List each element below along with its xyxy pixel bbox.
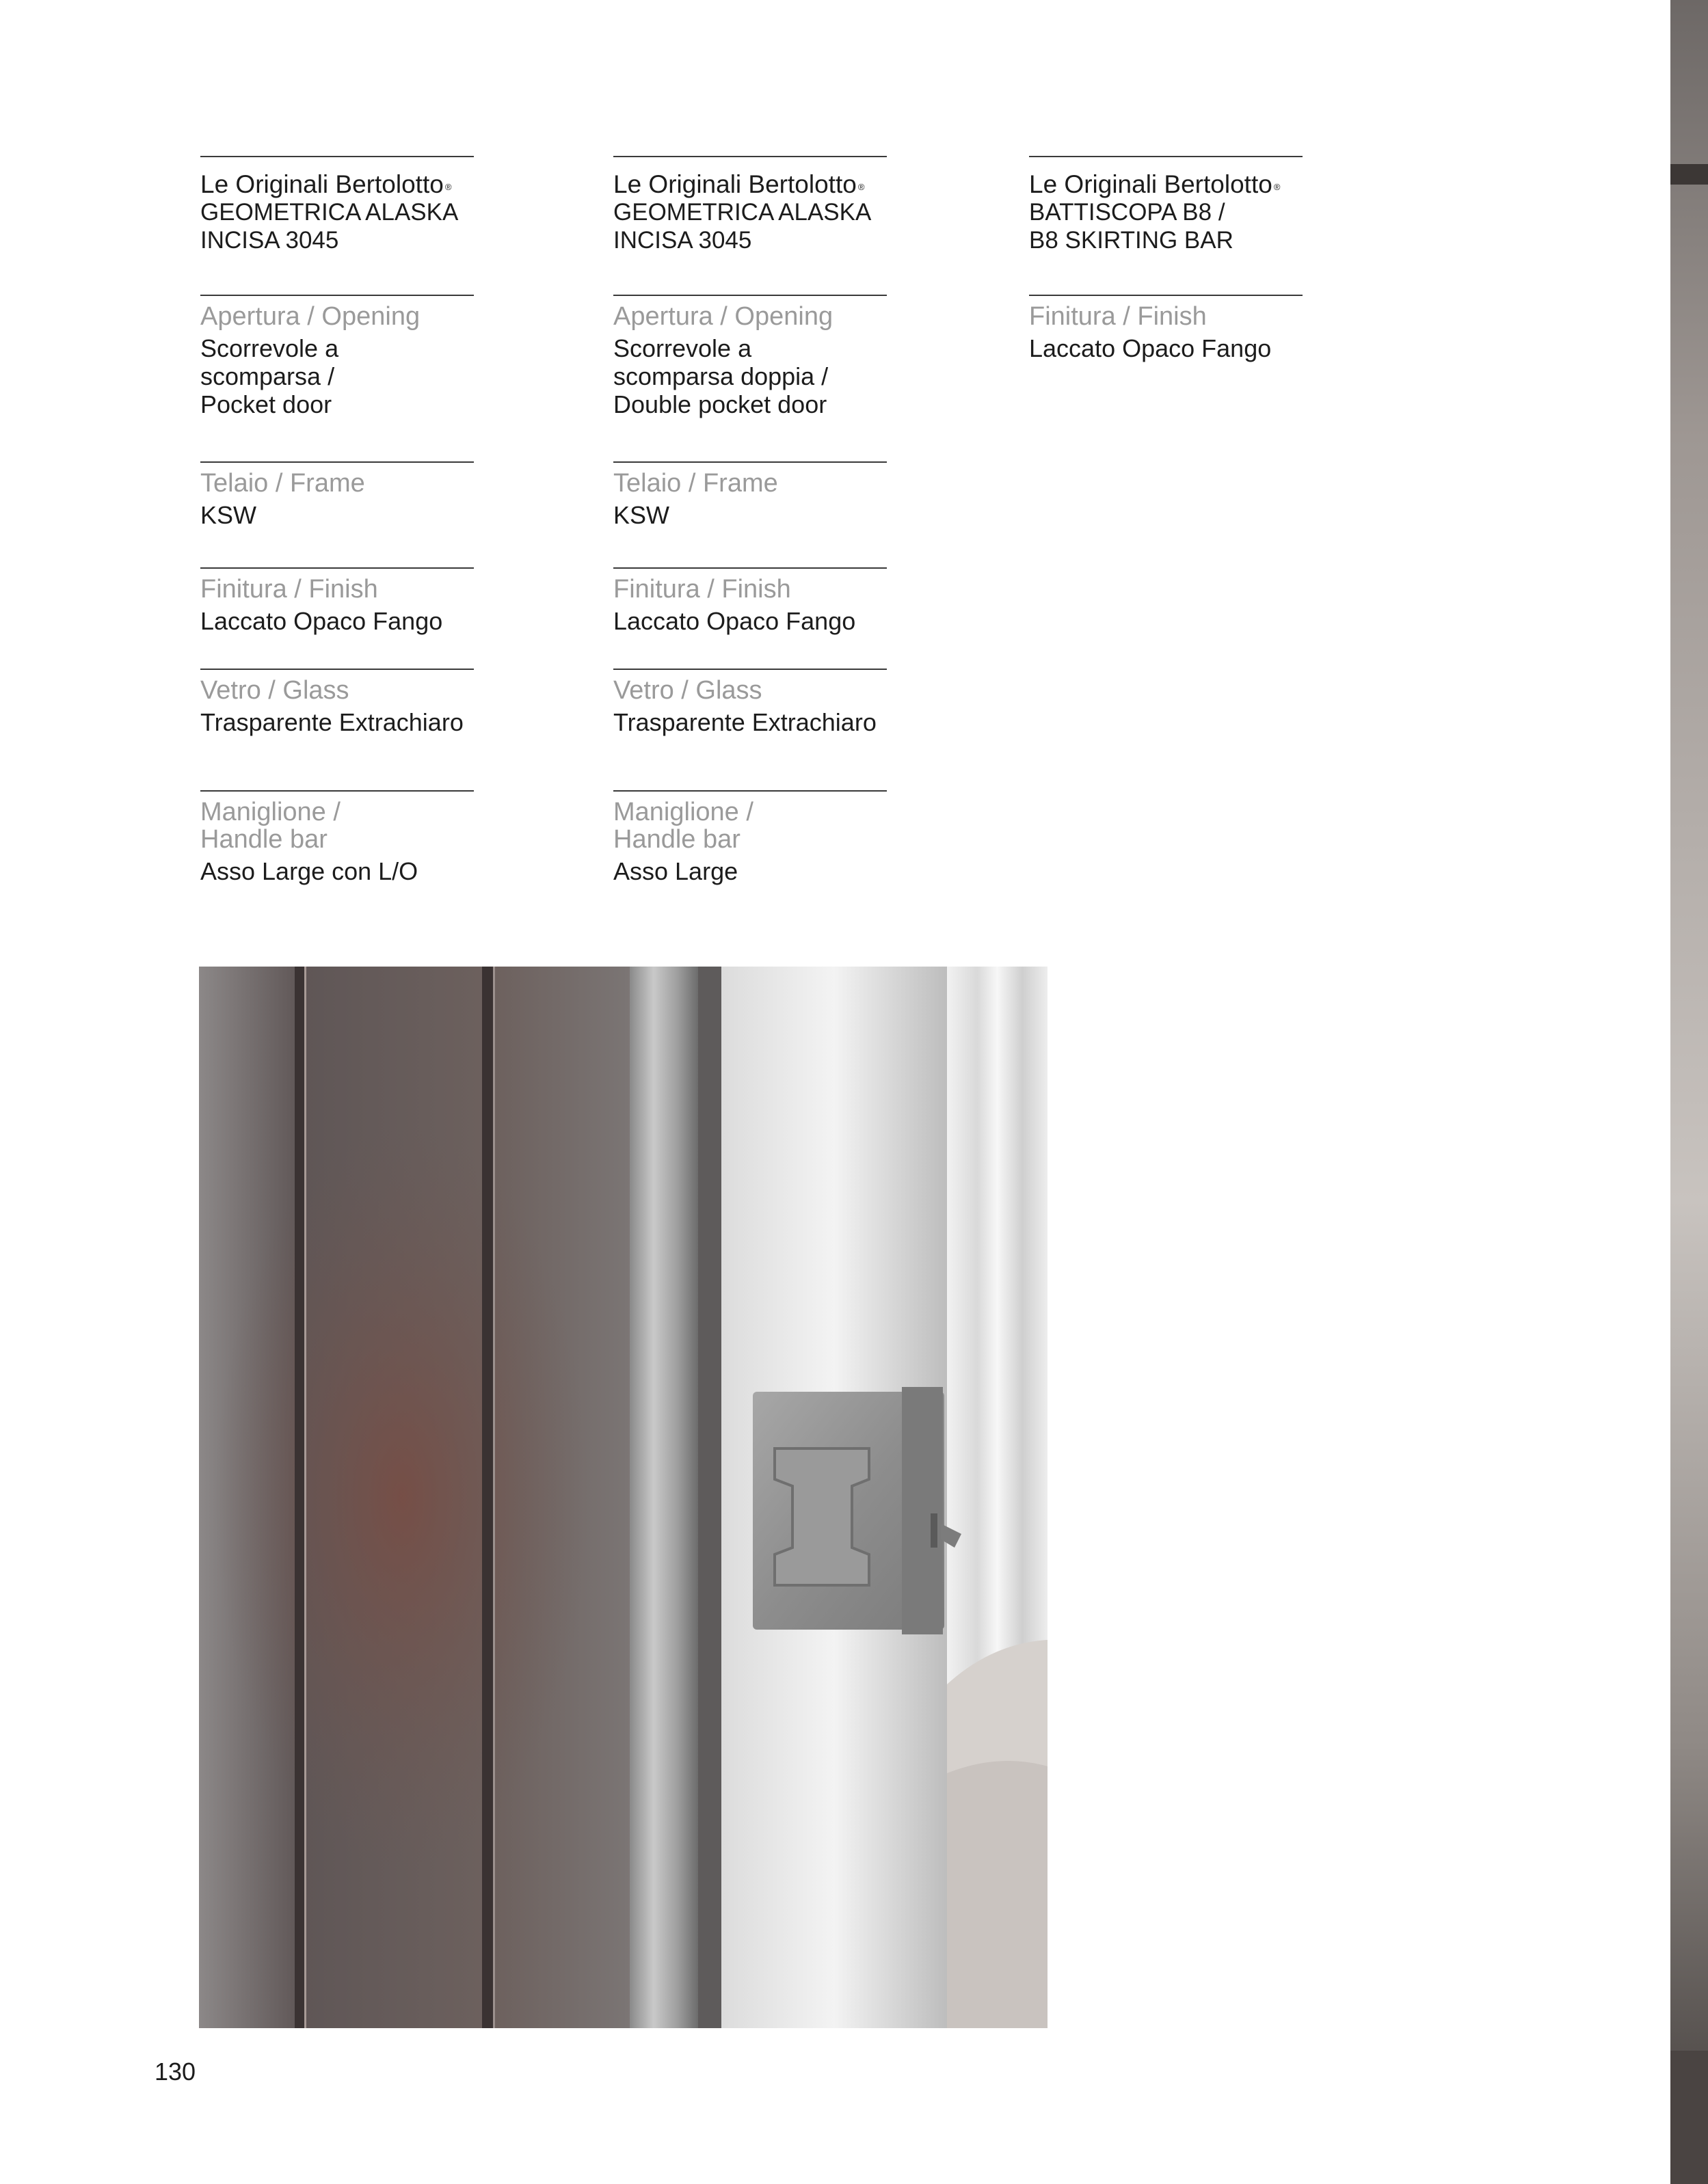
spec-label-line-2: Handle bar [200,825,328,854]
spec-label: Apertura / Opening [200,302,421,331]
spec-label-line-1: Maniglione / [200,798,341,826]
registered-mark: ® [857,182,865,192]
divider [1029,156,1303,157]
divider [200,567,474,569]
model-name-line-1: GEOMETRICA ALASKA [613,199,872,226]
divider [613,295,887,296]
spec-value-line-1: Scorrevole a [613,334,752,362]
spec-value: Asso Large [613,857,738,885]
model-name-line-1: GEOMETRICA ALASKA [200,199,459,226]
registered-mark: ® [444,182,452,192]
spec-frame [200,461,474,529]
registered-mark: ® [1273,182,1281,192]
divider [613,790,887,792]
spec-label: Vetro / Glass [613,676,762,705]
spec-value: KSW [613,501,670,529]
model-name-line-2: INCISA 3045 [613,227,752,254]
divider [613,669,887,670]
spec-label: Finitura / Finish [1029,302,1207,331]
spec-label: Telaio / Frame [613,469,778,498]
spec-glass [200,669,474,736]
spec-finish [1029,295,1303,362]
spec-label-line-1: Maniglione / [613,798,753,826]
pocket-door-handle-photo [199,967,1048,2028]
page-number: 130 [155,2058,196,2086]
divider [200,790,474,792]
spec-label: Telaio / Frame [200,469,365,498]
spec-value: Trasparente Extrachiaro [200,708,464,736]
spec-value: Laccato Opaco Fango [1029,334,1272,362]
divider [613,567,887,569]
spec-opening [200,295,474,418]
spec-value-line-3: Pocket door [200,390,332,418]
spec-opening [613,295,887,418]
spec-label: Vetro / Glass [200,676,349,705]
spec-value: Trasparente Extrachiaro [613,708,877,736]
divider [613,461,887,463]
product-header [613,156,887,254]
spec-label: Apertura / Opening [613,302,833,331]
photo-illustration [199,967,1048,2028]
divider [200,669,474,670]
spec-frame [613,461,887,529]
spec-label: Finitura / Finish [200,575,378,604]
divider [200,295,474,296]
spec-finish [613,567,887,635]
divider [613,156,887,157]
spec-label: Finitura / Finish [613,575,791,604]
spec-handle [200,790,474,885]
spec-value: Asso Large con L/O [200,857,418,885]
spec-value-line-1: Scorrevole a [200,334,339,362]
model-name-line-1: BATTISCOPA B8 / [1029,199,1225,226]
divider [200,156,474,157]
spec-value-line-3: Double pocket door [613,390,827,418]
spec-glass [613,669,887,736]
page-edge-illustration [1670,0,1708,2184]
brand-name: Le Originali Bertolotto ® [200,170,452,198]
spec-value: Laccato Opaco Fango [200,607,443,635]
model-name-line-2: INCISA 3045 [200,227,339,254]
spec-value-line-2: scomparsa / [200,362,335,390]
brand-name: Le Originali Bertolotto ® [613,170,865,198]
spec-value: Laccato Opaco Fango [613,607,856,635]
product-header [200,156,474,254]
adjacent-page-edge [1670,0,1708,2184]
model-name-line-2: B8 SKIRTING BAR [1029,227,1233,254]
spec-finish [200,567,474,635]
brand-name: Le Originali Bertolotto ® [1029,170,1281,198]
spec-label-line-2: Handle bar [613,825,740,854]
spec-value-line-2: scomparsa doppia / [613,362,829,390]
spec-value: KSW [200,501,257,529]
product-header [1029,156,1303,254]
divider [200,461,474,463]
spec-handle [613,790,887,885]
divider [1029,295,1303,296]
